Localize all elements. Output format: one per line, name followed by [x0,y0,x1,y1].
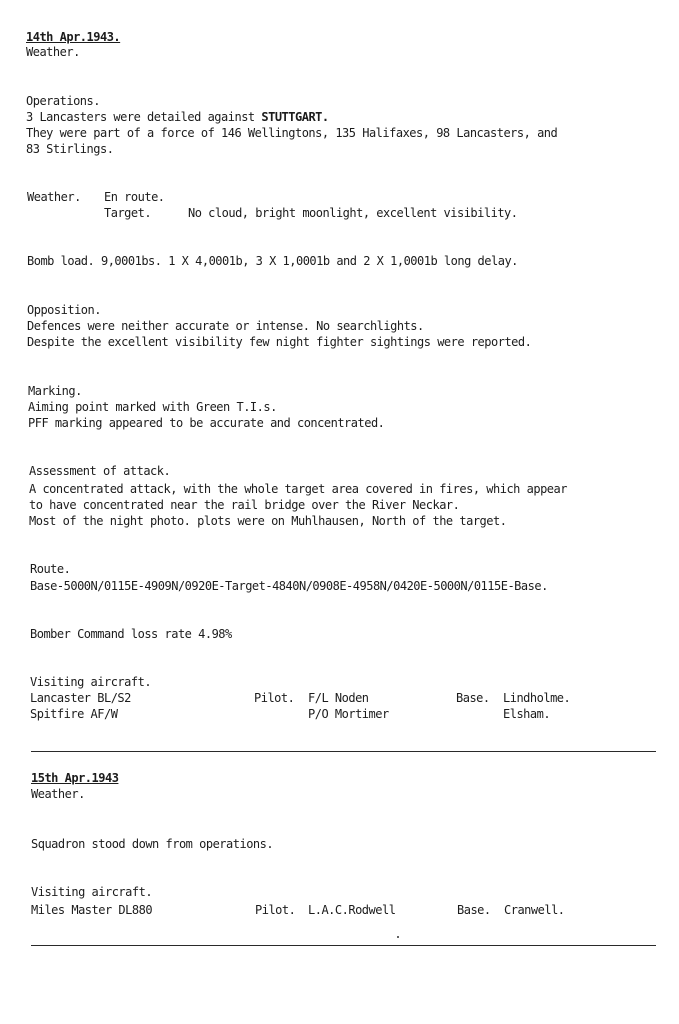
visitor-pilot-label: Pilot. [254,691,295,705]
bomb-load: Bomb load. 9,0001bs. 1 X 4,0001b, 3 X 1,0001b and 2 X 1,0001b long delay. [27,254,518,268]
visitor-pilot: L.A.C.Rodwell [308,903,396,917]
assessment-line-3: Most of the night photo. plots were on Muhlhausen, North of the target. [29,514,507,528]
operations-target: STUTTGART. [261,110,329,124]
visitor-base: Lindholme. [503,691,571,705]
stood-down-note: Squadron stood down from operations. [31,837,274,851]
marking-line-2: PFF marking appeared to be accurate and concentrated. [28,416,385,430]
assessment-line-1: A concentrated attack, with the whole target area covered in fires, which appear [29,482,567,496]
opposition-line-2: Despite the excellent visibility few night fighter sightings were reported. [27,335,532,349]
visiting-aircraft-heading: Visiting aircraft. [30,675,152,689]
route: Base-5000N/0115E-4909N/0920E-Target-4840N/0908E-4958N/0420E-5000N/0115E-Base. [30,579,548,593]
visitor-pilot-label: Pilot. [255,903,296,917]
weather-en-route: En route. [104,190,165,204]
visitor-base-label: Base. [457,903,491,917]
visitor-base: Cranwell. [504,903,565,917]
weather-heading: Weather. [26,45,80,59]
weather-heading: Weather. [31,787,85,801]
weather-target-conditions: No cloud, bright moonlight, excellent visibility. [188,206,518,220]
operations-line-1 [26,109,329,125]
operations-line-1-text: 3 Lancasters were detailed against [26,110,262,124]
assessment-heading: Assessment of attack. [29,464,171,478]
visitor-base: Elsham. [503,707,551,721]
visitor-pilot: P/O Mortimer [308,707,389,721]
entry-date: 14th Apr.1943. [26,30,121,44]
entry-divider [31,945,656,946]
opposition-heading: Opposition. [27,303,101,317]
assessment-line-2: to have concentrated near the rail bridge over the River Neckar. [29,498,460,512]
route-heading: Route. [30,562,71,576]
operations-line-2: They were part of a force of 146 Wellingtons, 135 Halifaxes, 98 Lancasters, and [26,126,558,140]
weather-target-label: Target. [104,206,152,220]
marking-heading: Marking. [28,384,82,398]
marking-line-1: Aiming point marked with Green T.I.s. [28,400,277,414]
entry-divider [31,751,656,752]
speck-mark [397,936,399,938]
weather-label: Weather. [27,190,81,204]
visitor-aircraft: Lancaster BL/S2 [30,691,131,705]
visitor-aircraft: Spitfire AF/W [30,707,118,721]
entry-date: 15th Apr.1943 [31,771,119,785]
visitor-pilot: F/L Noden [308,691,369,705]
loss-rate: Bomber Command loss rate 4.98% [30,627,232,641]
operations-line-3: 83 Stirlings. [26,142,114,156]
visiting-aircraft-heading: Visiting aircraft. [31,885,153,899]
visitor-base-label: Base. [456,691,490,705]
operations-heading: Operations. [26,94,100,108]
opposition-line-1: Defences were neither accurate or intense. No searchlights. [27,319,424,333]
visitor-aircraft: Miles Master DL880 [31,903,153,917]
